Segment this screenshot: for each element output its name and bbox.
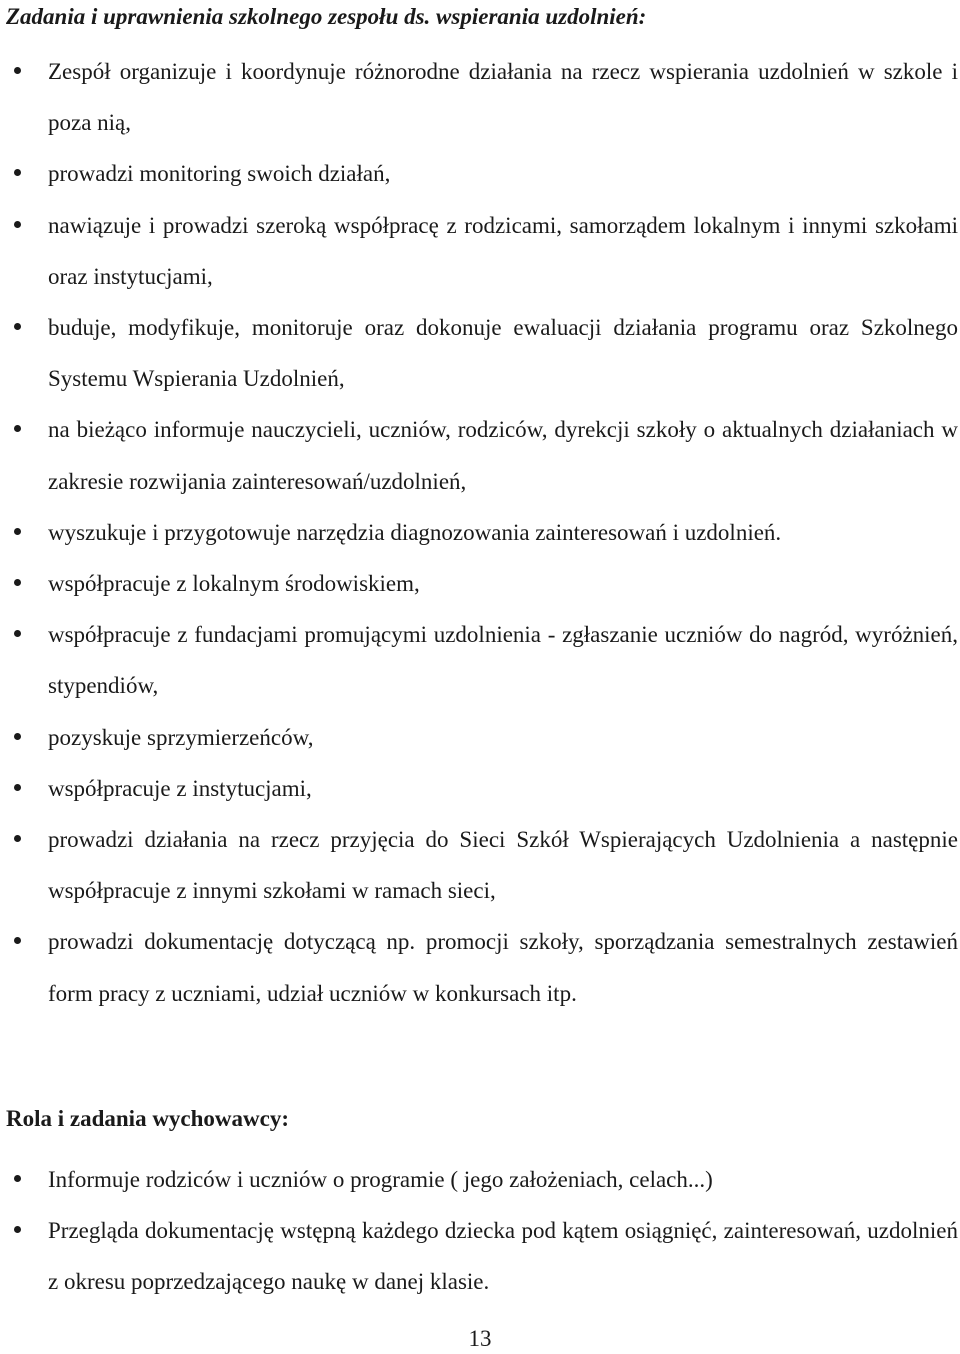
team-tasks-list	[0, 46, 958, 1019]
bullet-icon	[14, 630, 21, 637]
bullet-icon	[14, 169, 21, 176]
list-item: prowadzi monitoring swoich działań,	[0, 148, 958, 199]
list-item: prowadzi działania na rzecz przyjęcia do Sieci Szkół Wspierających Uzdolnienia a następnie współpracuje z innymi szkołami w ramach sieci,	[0, 814, 958, 916]
page-number: 13	[468, 1326, 492, 1351]
list-item: Przegląda dokumentację wstępną każdego dziecka pod kątem osiągnięć, zainteresowań, uzdolnień z okresu poprzedzającego naukę w danej klasie.	[0, 1205, 958, 1307]
list-item: Zespół organizuje i koordynuje różnorodne działania na rzecz wspierania uzdolnień w szkole i poza nią,	[0, 46, 958, 148]
bullet-icon	[14, 323, 21, 330]
bullet-icon	[14, 1175, 21, 1182]
section-heading-team-tasks: Zadania i uprawnienia szkolnego zespołu ds. wspierania uzdolnień:	[6, 4, 647, 29]
list-item: prowadzi dokumentację dotyczącą np. promocji szkoły, sporządzania semestralnych zestawień form pracy z uczniami, udział uczniów w konkursach itp.	[0, 916, 958, 1018]
bullet-icon	[14, 67, 21, 74]
list-item: współpracuje z instytucjami,	[0, 763, 958, 814]
bullet-icon	[14, 425, 21, 432]
bullet-icon	[14, 784, 21, 791]
bullet-icon	[14, 579, 21, 586]
bullet-icon	[14, 221, 21, 228]
teacher-role-list	[0, 1154, 958, 1307]
list-item: współpracuje z fundacjami promującymi uzdolnienia - zgłaszanie uczniów do nagród, wyróżnień, stypendiów,	[0, 609, 958, 711]
list-item: buduje, modyfikuje, monitoruje oraz dokonuje ewaluacji działania programu oraz Szkolnego Systemu Wspierania Uzdolnień,	[0, 302, 958, 404]
bullet-icon	[14, 1226, 21, 1233]
bullet-icon	[14, 835, 21, 842]
list-item: wyszukuje i przygotowuje narzędzia diagnozowania zainteresowań i uzdolnień.	[0, 507, 958, 558]
section-heading-teacher-role: Rola i zadania wychowawcy:	[6, 1106, 290, 1131]
list-item: pozyskuje sprzymierzeńców,	[0, 712, 958, 763]
list-item: współpracuje z lokalnym środowiskiem,	[0, 558, 958, 609]
bullet-icon	[14, 528, 21, 535]
bullet-icon	[14, 733, 21, 740]
list-item: Informuje rodziców i uczniów o programie ( jego założeniach, celach...)	[0, 1154, 958, 1205]
list-item: na bieżąco informuje nauczycieli, uczniów, rodziców, dyrekcji szkoły o aktualnych działaniach w zakresie rozwijania zainteresowań/uzdolnień,	[0, 404, 958, 506]
list-item: nawiązuje i prowadzi szeroką współpracę z rodzicami, samorządem lokalnym i innymi szkołami oraz instytucjami,	[0, 200, 958, 302]
bullet-icon	[14, 937, 21, 944]
